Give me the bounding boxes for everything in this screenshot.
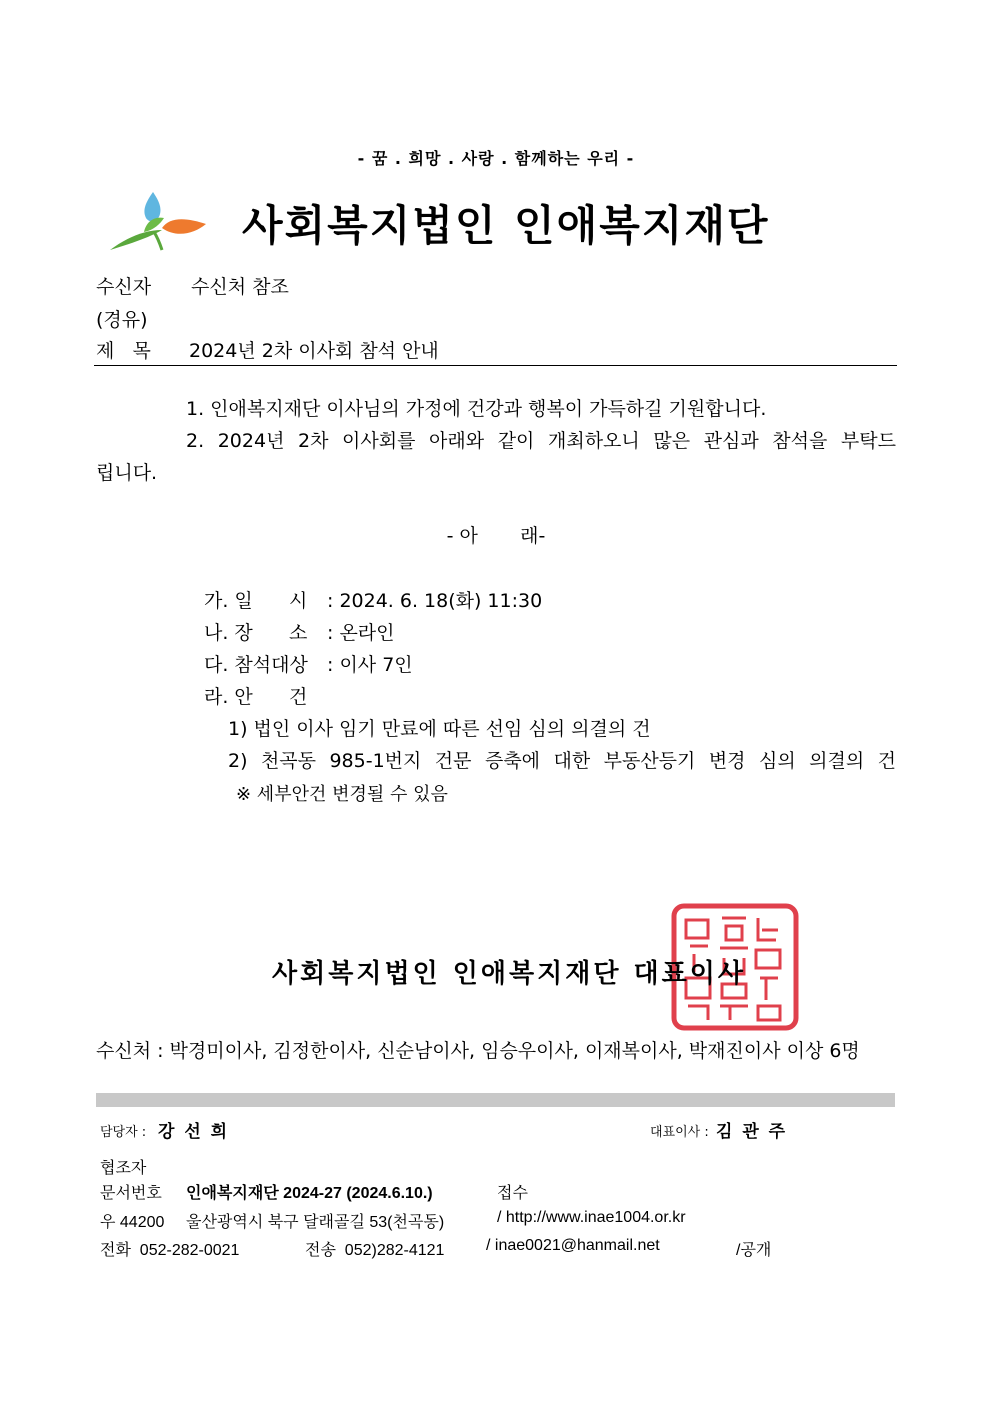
address: 울산광역시 북구 달래골길 53(천곡동)	[186, 1214, 445, 1231]
manager-name: 강 선 희	[158, 1122, 230, 1142]
foundation-logo-icon	[106, 188, 212, 254]
receipt-label: 접수	[497, 1185, 528, 1202]
note: ※ 세부안건 변경될 수 있음	[236, 784, 448, 805]
paragraph-2-line-1: 2. 2024년 2차 이사회를 아래와 같이 개최하오니 많은 관심과 참석을 부탁드	[186, 430, 896, 452]
doc-number-value: 인애복지재단 2024-27 (2024.6.10.)	[186, 1185, 433, 1202]
agenda-item: 2) 천곡동 985-1번지 건문 증축에 대한 부동산등기 변경 심의 의결의 건	[228, 750, 896, 772]
paragraph-1: 1. 인애복지재단 이사님의 가정에 건강과 행복이 가득하길 기원합니다.	[186, 398, 767, 420]
item-value: : 온라인	[327, 622, 395, 644]
recipients-list: 수신처 : 박경미이사, 김정한이사, 신순남이사, 임승우이사, 이재복이사, 박재진이사 이상 6명	[96, 1040, 860, 1062]
item-label: 다. 참석대상	[204, 654, 308, 676]
paragraph-2-line-2: 립니다.	[96, 462, 158, 484]
slogan: - 꿈 . 희망 . 사랑 . 함께하는 우리 -	[357, 149, 635, 168]
item-label: 가. 일 시	[204, 590, 308, 612]
telephone: 전화 052-282-0021	[100, 1242, 240, 1259]
item-label: 라. 안 건	[204, 686, 308, 708]
ceo-name: 김 관 주	[716, 1122, 788, 1142]
homepage-link[interactable]: / http://www.inae1004.or.kr	[497, 1209, 686, 1226]
postal-code: 우 44200	[100, 1214, 165, 1231]
recipient-value: 수신처 참조	[191, 276, 289, 298]
header-divider	[94, 365, 897, 366]
signature-title: 사회복지법인 인애복지재단 대표이사	[272, 959, 746, 989]
recipient-label: 수신자	[96, 276, 152, 298]
item-value: : 2024. 6. 18(화) 11:30	[327, 590, 543, 612]
manager-label: 담당자 :	[100, 1125, 147, 1140]
footer-divider	[96, 1093, 895, 1107]
below-heading: - 아 래-	[446, 525, 546, 547]
item-value: : 이사 7인	[327, 654, 413, 676]
subject-value: 2024년 2차 이사회 참석 안내	[189, 340, 439, 362]
cooperator-label: 협조자	[100, 1160, 147, 1177]
fax: 전송 052)282-4121	[305, 1242, 445, 1259]
agenda-item: 1) 법인 이사 임기 만료에 따른 선임 심의 의결의 건	[228, 718, 651, 740]
doc-number-label: 문서번호	[100, 1185, 162, 1202]
subject-label: 제 목	[96, 340, 151, 362]
disclosure-status: /공개	[736, 1242, 772, 1259]
ceo-label: 대표이사 :	[650, 1125, 709, 1140]
via-label: (경유)	[96, 309, 148, 331]
organization-title: 사회복지법인 인애복지재단	[242, 201, 770, 250]
item-label: 나. 장 소	[204, 622, 308, 644]
email-link[interactable]: / inae0021@hanmail.net	[486, 1237, 660, 1254]
